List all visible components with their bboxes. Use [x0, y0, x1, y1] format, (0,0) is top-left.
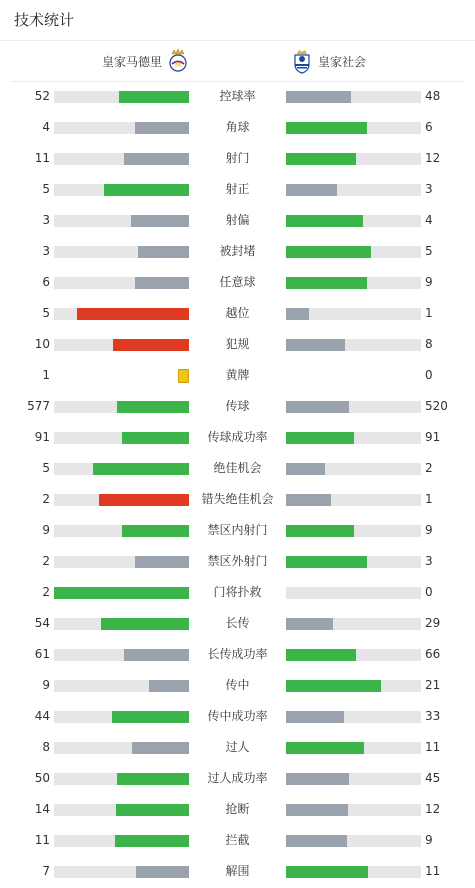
- home-bar-track: [54, 432, 189, 444]
- away-bar-fill: [286, 773, 349, 785]
- away-bar-track: [286, 122, 421, 134]
- away-bar-fill: [286, 494, 331, 506]
- home-bar-fill: [54, 587, 189, 599]
- away-bar-track: [286, 277, 421, 289]
- away-bar-fill: [286, 308, 309, 320]
- away-bar-fill: [286, 649, 356, 661]
- stat-label: 被封堵: [219, 244, 256, 258]
- home-value: 50: [34, 771, 50, 785]
- stat-row: [0, 577, 475, 608]
- home-bar-track: [54, 463, 189, 475]
- stat-label: 射门: [225, 151, 250, 165]
- away-bar-track: [286, 556, 421, 568]
- stat-row: [0, 143, 475, 174]
- away-bar-fill: [286, 246, 371, 258]
- away-bar-fill: [286, 215, 363, 227]
- home-value: 5: [42, 461, 50, 475]
- away-bar-track: [286, 742, 421, 754]
- stat-row: [0, 763, 475, 794]
- away-value: 6: [425, 120, 433, 134]
- away-bar-track: [286, 680, 421, 692]
- stat-row: [0, 453, 475, 484]
- home-bar-track: [54, 339, 189, 351]
- away-value: 45: [425, 771, 441, 785]
- stat-label: 过人: [225, 740, 250, 754]
- home-bar-track: [54, 91, 189, 103]
- stat-label: 传中成功率: [207, 709, 268, 723]
- home-bar-track: [54, 804, 189, 816]
- home-bar-fill: [101, 618, 189, 630]
- home-value: 10: [34, 337, 50, 351]
- home-bar-track: [54, 308, 189, 320]
- away-value: 12: [425, 151, 441, 165]
- home-team-name: 皇家马德里: [102, 54, 163, 69]
- home-value: 6: [42, 275, 50, 289]
- away-bar-track: [286, 246, 421, 258]
- home-bar-fill: [117, 401, 189, 413]
- away-bar-track: [286, 866, 421, 878]
- away-bar-fill: [286, 122, 367, 134]
- away-bar-track: [286, 463, 421, 475]
- away-bar-fill: [286, 618, 333, 630]
- home-bar-fill: [124, 153, 189, 165]
- away-value: 3: [425, 182, 433, 196]
- away-value: 12: [425, 802, 441, 816]
- home-value: 577: [27, 399, 50, 413]
- home-value: 14: [34, 802, 50, 816]
- home-value: 2: [42, 492, 50, 506]
- stat-label: 控球率: [219, 89, 256, 103]
- home-bar-track: [54, 680, 189, 692]
- home-bar-fill: [136, 866, 189, 878]
- home-bar-track: [54, 556, 189, 568]
- away-bar-track: [286, 587, 421, 599]
- away-value: 48: [425, 89, 441, 103]
- stat-label: 任意球: [219, 275, 256, 289]
- stat-row: [0, 608, 475, 639]
- stat-row: [0, 794, 475, 825]
- away-bar-track: [286, 618, 421, 630]
- home-bar-fill: [122, 432, 190, 444]
- away-bar-track: [286, 308, 421, 320]
- away-team[interactable]: [292, 41, 366, 81]
- away-value: 29: [425, 616, 441, 630]
- away-value: 9: [425, 523, 433, 537]
- home-bar-track: [54, 649, 189, 661]
- away-bar-fill: [286, 680, 381, 692]
- home-bar-fill: [112, 711, 189, 723]
- home-value: 9: [42, 678, 50, 692]
- away-bar-fill: [286, 866, 368, 878]
- away-bar-fill: [286, 463, 325, 475]
- away-bar-track: [286, 773, 421, 785]
- stat-label: 过人成功率: [207, 771, 268, 785]
- home-value: 2: [42, 585, 50, 599]
- home-bar-track: [54, 742, 189, 754]
- home-bar-fill: [116, 804, 189, 816]
- home-bar-fill: [149, 680, 190, 692]
- away-bar-track: [286, 339, 421, 351]
- away-value: 0: [425, 585, 433, 599]
- home-bar-fill: [77, 308, 189, 320]
- away-bar-track: [286, 494, 421, 506]
- away-value: 21: [425, 678, 441, 692]
- home-bar-fill: [135, 556, 189, 568]
- home-value: 5: [42, 306, 50, 320]
- home-value: 11: [34, 151, 50, 165]
- stat-label: 角球: [225, 120, 250, 134]
- stat-label: 解围: [225, 864, 250, 878]
- home-value: 4: [42, 120, 50, 134]
- away-bar-track: [286, 432, 421, 444]
- home-value: 5: [42, 182, 50, 196]
- away-bar-track: [286, 215, 421, 227]
- home-value: 61: [34, 647, 50, 661]
- yellow-card-icon: [178, 369, 189, 383]
- home-value: 11: [34, 833, 50, 847]
- home-bar-track: [54, 587, 189, 599]
- stat-row: [0, 112, 475, 143]
- stat-row: [0, 236, 475, 267]
- stat-label: 长传成功率: [207, 647, 268, 661]
- home-value: 91: [34, 430, 50, 444]
- stat-row: [0, 670, 475, 701]
- away-bar-track: [286, 91, 421, 103]
- home-bar-fill: [135, 277, 189, 289]
- stat-label: 禁区内射门: [207, 523, 268, 537]
- real-madrid-crest-icon: [168, 48, 188, 74]
- home-bar-fill: [135, 122, 189, 134]
- stat-label: 门将扑救: [213, 585, 262, 599]
- stat-label: 越位: [225, 306, 250, 320]
- stat-row: [0, 298, 475, 329]
- stat-row: [0, 81, 475, 112]
- away-value: 1: [425, 306, 433, 320]
- away-bar-fill: [286, 556, 367, 568]
- stat-label: 长传: [225, 616, 250, 630]
- stat-label: 传球: [225, 399, 250, 413]
- stat-row: [0, 267, 475, 298]
- away-bar-fill: [286, 742, 364, 754]
- home-bar-track: [54, 773, 189, 785]
- stat-row: [0, 329, 475, 360]
- away-bar-fill: [286, 184, 337, 196]
- home-bar-track: [54, 401, 189, 413]
- home-value: 3: [42, 213, 50, 227]
- away-bar-fill: [286, 401, 349, 413]
- stat-row: [0, 732, 475, 763]
- away-value: 5: [425, 244, 433, 258]
- stat-row: [0, 515, 475, 546]
- home-bar-track: [54, 246, 189, 258]
- stats-list: [0, 81, 475, 887]
- stat-row: [0, 825, 475, 856]
- home-bar-track: [54, 277, 189, 289]
- away-value: 91: [425, 430, 441, 444]
- home-bar-track: [54, 153, 189, 165]
- away-value: 1: [425, 492, 433, 506]
- away-bar-track: [286, 804, 421, 816]
- home-value: 9: [42, 523, 50, 537]
- stat-label: 黄牌: [225, 368, 250, 382]
- away-bar-track: [286, 711, 421, 723]
- home-bar-track: [54, 184, 189, 196]
- home-value: 44: [34, 709, 50, 723]
- stat-row: [0, 174, 475, 205]
- away-value: 66: [425, 647, 441, 661]
- away-bar-fill: [286, 432, 354, 444]
- home-bar-fill: [138, 246, 189, 258]
- away-bar-fill: [286, 804, 348, 816]
- away-value: 0: [425, 368, 433, 382]
- home-bar-track: [54, 711, 189, 723]
- stat-label: 射偏: [225, 213, 250, 227]
- stat-row: [0, 484, 475, 515]
- away-bar-track: [286, 835, 421, 847]
- page-title: 技术统计: [14, 11, 75, 29]
- stat-label: 禁区外射门: [207, 554, 268, 568]
- stat-label: 射正: [225, 182, 250, 196]
- stat-label: 传中: [225, 678, 250, 692]
- away-team-name: 皇家社会: [318, 54, 367, 69]
- home-value: 8: [42, 740, 50, 754]
- home-bar-track: [54, 215, 189, 227]
- stat-label: 拦截: [225, 833, 250, 847]
- real-sociedad-crest-icon: [292, 48, 312, 74]
- home-value: 3: [42, 244, 50, 258]
- home-value: 54: [34, 616, 50, 630]
- home-bar-fill: [124, 649, 189, 661]
- away-bar-fill: [286, 277, 367, 289]
- home-bar-track: [54, 494, 189, 506]
- away-bar-fill: [286, 835, 347, 847]
- home-bar-fill: [99, 494, 189, 506]
- away-bar-fill: [286, 339, 345, 351]
- home-bar-fill: [131, 215, 189, 227]
- stat-row: [0, 360, 475, 391]
- stat-label: 错失绝佳机会: [201, 492, 274, 506]
- home-bar-fill: [104, 184, 189, 196]
- home-bar-track: [54, 835, 189, 847]
- away-bar-track: [286, 525, 421, 537]
- stat-row: [0, 856, 475, 887]
- home-bar-fill: [93, 463, 189, 475]
- home-value: 7: [42, 864, 50, 878]
- away-value: 9: [425, 275, 433, 289]
- away-value: 2: [425, 461, 433, 475]
- away-bar-fill: [286, 711, 344, 723]
- away-bar-fill: [286, 91, 351, 103]
- away-value: 3: [425, 554, 433, 568]
- stat-row: [0, 701, 475, 732]
- home-value: 2: [42, 554, 50, 568]
- away-value: 4: [425, 213, 433, 227]
- home-team[interactable]: [102, 41, 188, 81]
- away-bar-track: [286, 401, 421, 413]
- stat-label: 犯规: [225, 337, 250, 351]
- teams-header: [10, 41, 465, 82]
- away-value: 520: [425, 399, 448, 413]
- away-bar-track: [286, 649, 421, 661]
- away-value: 11: [425, 864, 441, 878]
- svg-text:M: M: [174, 61, 182, 69]
- home-value: 52: [34, 89, 50, 103]
- stat-label: 绝佳机会: [213, 461, 262, 475]
- stat-label: 抢断: [225, 802, 250, 816]
- away-bar-fill: [286, 525, 354, 537]
- home-bar-track: [54, 525, 189, 537]
- home-bar-track: [54, 866, 189, 878]
- home-bar-fill: [132, 742, 189, 754]
- home-bar-track: [54, 122, 189, 134]
- away-value: 9: [425, 833, 433, 847]
- home-bar-fill: [115, 835, 189, 847]
- stat-row: [0, 422, 475, 453]
- away-bar-track: [286, 184, 421, 196]
- stat-row: [0, 391, 475, 422]
- away-value: 33: [425, 709, 441, 723]
- stat-label: 传球成功率: [207, 430, 268, 444]
- home-bar-fill: [122, 525, 190, 537]
- home-bar-fill: [119, 91, 189, 103]
- away-bar-track: [286, 153, 421, 165]
- home-value: 1: [42, 368, 50, 382]
- stat-row: [0, 546, 475, 577]
- away-value: 8: [425, 337, 433, 351]
- stat-row: [0, 205, 475, 236]
- away-bar-fill: [286, 153, 356, 165]
- away-bar-track: [286, 370, 421, 382]
- stat-row: [0, 639, 475, 670]
- away-value: 11: [425, 740, 441, 754]
- home-bar-fill: [113, 339, 189, 351]
- home-bar-track: [54, 618, 189, 630]
- home-bar-fill: [117, 773, 189, 785]
- home-bar-track: [54, 370, 189, 382]
